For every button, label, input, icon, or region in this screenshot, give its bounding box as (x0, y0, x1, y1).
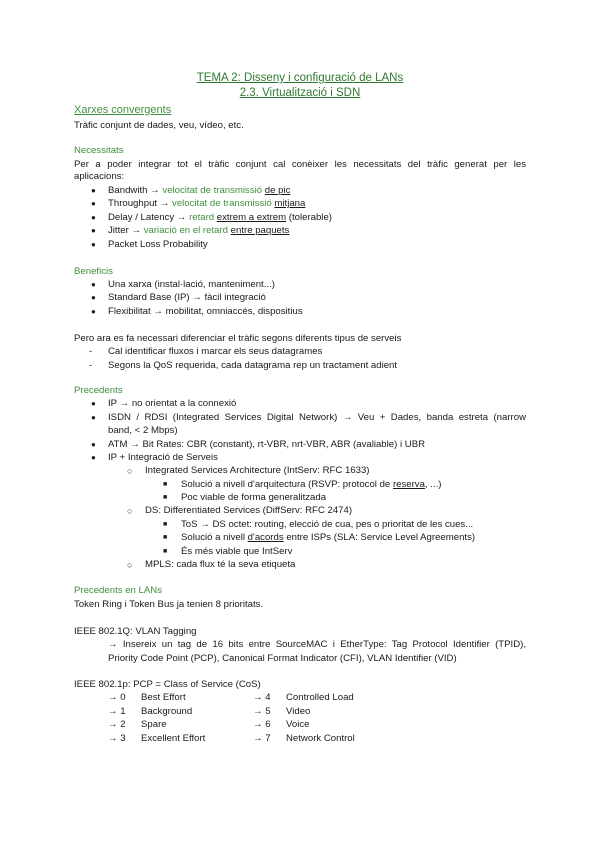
pcp-class: Controlled Load (286, 692, 354, 703)
serveis-intro: Pero ara es fa necessari diferenciar el tràfic segons diferents tipus de serveis (74, 333, 402, 344)
preced-item: IP → no orientat a la connexió (108, 398, 237, 409)
bullet-dot: ● (91, 226, 96, 235)
necess-item: Delay / Latency → retard extrem a extrem (tolerable) (108, 212, 332, 223)
pcp-class: Voice (286, 719, 310, 730)
square-bullet: ■ (163, 481, 168, 488)
bullet-dot: ● (91, 240, 96, 249)
section-heading-lans: Precedents en LANs (74, 585, 162, 596)
diffserv-sub: ToS → DS octet: routing, elecció de cua, pes o prioritat de les cues... (181, 519, 474, 530)
benef-item: Flexibilitat → mobilitat, omniaccés, dispositius (108, 306, 303, 317)
bullet-dot: ● (91, 186, 96, 195)
pcp-class: Video (286, 706, 311, 717)
section-heading-preced: Precedents (74, 385, 123, 396)
ieee-q-heading: IEEE 802.1Q: VLAN Tagging (74, 626, 197, 637)
diffserv-sub: És més viable que IntServ (181, 546, 293, 557)
preced-item: ISDN / RDSI (Integrated Services Digital Network) → Veu + Dades, banda estreta (narrow (108, 412, 526, 423)
necess-item: Throughput → velocitat de transmissió mitjana (108, 198, 306, 209)
pcp-class: Background (141, 706, 193, 717)
diffserv-item: DS: Differentiated Services (DiffServ: RFC 2474) (145, 505, 353, 516)
bullet-dot: ● (91, 307, 96, 316)
square-bullet: ■ (163, 534, 168, 541)
bullet-dot: ● (91, 213, 96, 222)
pcp-value: → 5 (253, 706, 271, 717)
square-bullet: ■ (163, 548, 168, 555)
ieee-q-text-cont: Priority Code Point (PCP), Canonical Format Indicator (CFI), VLAN Identifier (VID) (108, 653, 457, 664)
benef-item: Standard Base (IP) → fàcil integració (108, 292, 266, 303)
bullet-dot: ● (91, 399, 96, 408)
section-heading-benef: Beneficis (74, 266, 113, 277)
pcp-class: Best Effort (141, 692, 186, 703)
bullet-dot: ● (91, 199, 96, 208)
ieee-p-heading: IEEE 802.1p: PCP = Class of Service (CoS) (74, 679, 261, 690)
dash-bullet: - (89, 360, 93, 371)
intserv-sub: Solució a nivell d'arquitectura (RSVP: protocol de reserva, ...) (181, 479, 442, 490)
pcp-class: Spare (141, 719, 167, 730)
intserv-item: Integrated Services Architecture (IntServ: RFC 1633) (145, 465, 370, 476)
pcp-class: Network Control (286, 733, 355, 744)
circle-bullet: ○ (127, 466, 133, 476)
bullet-dot: ● (91, 280, 96, 289)
pcp-class: Excellent Effort (141, 733, 206, 744)
bullet-dot: ● (91, 413, 96, 422)
square-bullet: ■ (163, 494, 168, 501)
serveis-item: Cal identificar fluxos i marcar els seus datagrames (108, 346, 323, 357)
ieee-q-text: → Insereix un tag de 16 bits entre SourceMAC i EtherType: Tag Protocol Identifier (TPID), (108, 639, 526, 650)
intserv-sub: Poc viable de forma generalitzada (181, 492, 327, 503)
circle-bullet: ○ (127, 506, 133, 516)
necess-intro-cont: aplicacions: (74, 171, 125, 182)
bullet-dot: ● (91, 440, 96, 449)
pcp-value: → 3 (108, 733, 126, 744)
pcp-value: → 2 (108, 719, 126, 730)
bullet-dot: ● (91, 453, 96, 462)
preced-item-cont: band, < 2 Mbps) (108, 425, 178, 436)
lans-text: Token Ring i Token Bus ja tenien 8 prioritats. (74, 599, 264, 610)
pcp-value: → 4 (253, 692, 271, 703)
bullet-dot: ● (91, 293, 96, 302)
section-heading-necess: Necessitats (74, 145, 124, 156)
section-heading-converg: Xarxes convergents (74, 104, 172, 116)
pcp-value: → 7 (253, 733, 271, 744)
converg-text: Tràfic conjunt de dades, veu, vídeo, etc. (74, 120, 244, 131)
circle-bullet: ○ (127, 560, 133, 570)
pcp-value: → 1 (108, 706, 126, 717)
necess-item: Bandwith → velocitat de transmissió de pic (108, 185, 291, 196)
preced-item: ATM → Bit Rates: CBR (constant), rt-VBR, nrt-VBR, ABR (avaliable) i UBR (108, 439, 426, 450)
page-subtitle: 2.3. Virtualització i SDN (239, 87, 361, 99)
pcp-value: → 6 (253, 719, 271, 730)
square-bullet: ■ (163, 521, 168, 528)
mpls-item: MPLS: cada flux té la seva etiqueta (145, 559, 296, 570)
pcp-value: → 0 (108, 692, 126, 703)
benef-item: Una xarxa (instal·lació, manteniment...) (108, 279, 275, 290)
dash-bullet: - (89, 346, 93, 357)
page-title: TEMA 2: Disseny i configuració de LANs (196, 72, 404, 84)
necess-intro: Per a poder integrar tot el tràfic conjunt cal conèixer les necessitats del tràfic generat per les (74, 159, 526, 170)
diffserv-sub: Solució a nivell d'acords entre ISPs (SLA: Service Level Agreements) (181, 532, 476, 543)
necess-item: Packet Loss Probability (108, 239, 208, 250)
preced-item: IP + Integració de Serveis (108, 452, 218, 463)
serveis-item: Segons la QoS requerida, cada datagrama rep un tractament adient (108, 360, 398, 371)
necess-item: Jitter → variació en el retard entre paquets (108, 225, 290, 236)
